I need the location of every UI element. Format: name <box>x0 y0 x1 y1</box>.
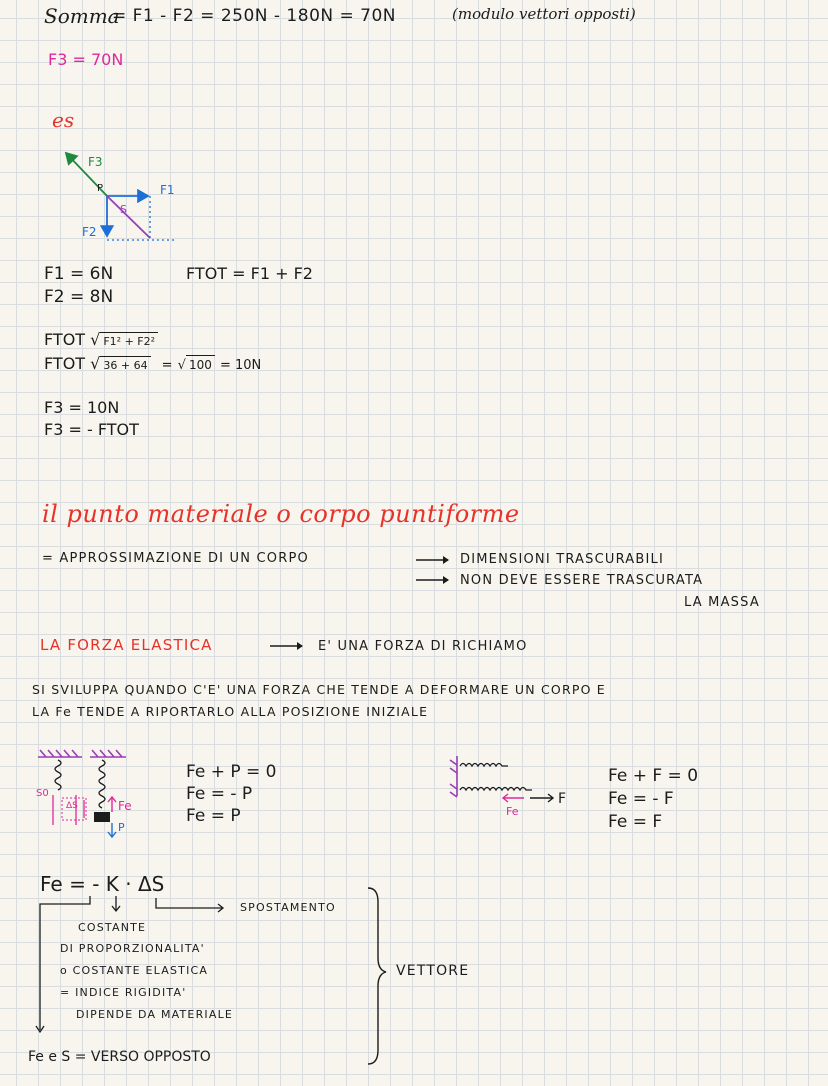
vertical-label-p: P <box>118 821 125 834</box>
hooke-spostamento: SPOSTAMENTO <box>240 901 336 914</box>
f1-value: F1 = 6N <box>44 264 114 284</box>
punto-title: il punto materiale o corpo puntiforme <box>42 500 520 528</box>
diagram-label-s: S <box>120 203 127 216</box>
horizontal-label-fe: Fe <box>506 805 519 818</box>
diagram-label-p: P <box>97 183 104 194</box>
hooke-costante: COSTANTE <box>78 921 147 934</box>
hooke-indice: = INDICE RIGIDITA' <box>60 986 187 999</box>
punto-point-1: DIMENSIONI TRASCURABILI <box>460 552 665 567</box>
diagram-label-f1: F1 <box>160 183 175 197</box>
vertical-label-fe: Fe <box>118 799 132 813</box>
punto-definition: = APPROSSIMAZIONE DI UN CORPO <box>42 551 309 566</box>
f2-value: F2 = 8N <box>44 287 114 307</box>
sqrt-sign: √ <box>90 330 101 349</box>
vertical-eq2: Fe = - P <box>186 784 253 804</box>
vertical-eq1: Fe + P = 0 <box>186 762 277 782</box>
somma-equation: = F1 - F2 = 250N - 180N = 70N <box>112 6 397 26</box>
f3-relation: F3 = - FTOT <box>44 420 139 439</box>
hooke-proporzionalita: DI PROPORZIONALITA' <box>60 942 205 955</box>
horizontal-label-f: F <box>558 791 567 807</box>
elastica-desc-line1: SI SVILUPPA QUANDO C'E' UNA FORZA CHE TENDE A DEFORMARE UN CORPO E <box>32 682 606 697</box>
diagram-label-f3: F3 <box>88 155 103 169</box>
horizontal-eq2: Fe = - F <box>608 789 674 809</box>
somma-label: Somma <box>44 4 120 28</box>
hooke-formula: Fe = - K · ΔS <box>40 872 165 896</box>
ftot-line2-root: 36 + 64 <box>100 356 150 372</box>
somma-note: (modulo vettori opposti) <box>452 5 636 23</box>
hooke-vettore: VETTORE <box>396 963 470 979</box>
vertical-label-s0: S0 <box>36 788 49 799</box>
elastica-desc-line2: LA Fe TENDE A RIPORTARLO ALLA POSIZIONE INIZIALE <box>32 704 429 719</box>
vertical-eq3: Fe = P <box>186 806 241 826</box>
punto-point-2b: LA MASSA <box>684 595 760 610</box>
horizontal-eq1: Fe + F = 0 <box>608 766 699 786</box>
elastica-subtitle: E' UNA FORZA DI RICHIAMO <box>318 639 528 654</box>
ftot-line2-root2: 100 <box>186 355 215 372</box>
sqrt-sign: √ <box>90 354 101 373</box>
elastica-title: LA FORZA ELASTICA <box>40 636 213 654</box>
ftot-line2-left: FTOT <box>44 354 86 373</box>
ftot-line2-result: = 10N <box>219 358 262 373</box>
f3-result: F3 = 70N <box>48 50 124 69</box>
vertical-label-ds: ΔS <box>66 801 78 811</box>
ftot-line1-left: FTOT <box>44 330 86 349</box>
sqrt-sign: √ <box>177 358 186 373</box>
horizontal-eq3: Fe = F <box>608 812 663 832</box>
hooke-costante-elastica: o COSTANTE ELASTICA <box>60 964 209 977</box>
ftot-formula: FTOT = F1 + F2 <box>186 264 313 283</box>
ftot-line1-root: F1² + F2² <box>100 332 158 348</box>
hooke-verso: Fe e S = VERSO OPPOSTO <box>28 1049 211 1065</box>
diagram-label-f2: F2 <box>82 225 97 239</box>
example-label: es <box>52 108 75 132</box>
hooke-dipende: DIPENDE DA MATERIALE <box>76 1008 234 1021</box>
punto-point-2a: NON DEVE ESSERE TRASCURATA <box>460 573 704 588</box>
ftot-line2-mid: = <box>161 358 173 373</box>
f3-value: F3 = 10N <box>44 398 120 417</box>
